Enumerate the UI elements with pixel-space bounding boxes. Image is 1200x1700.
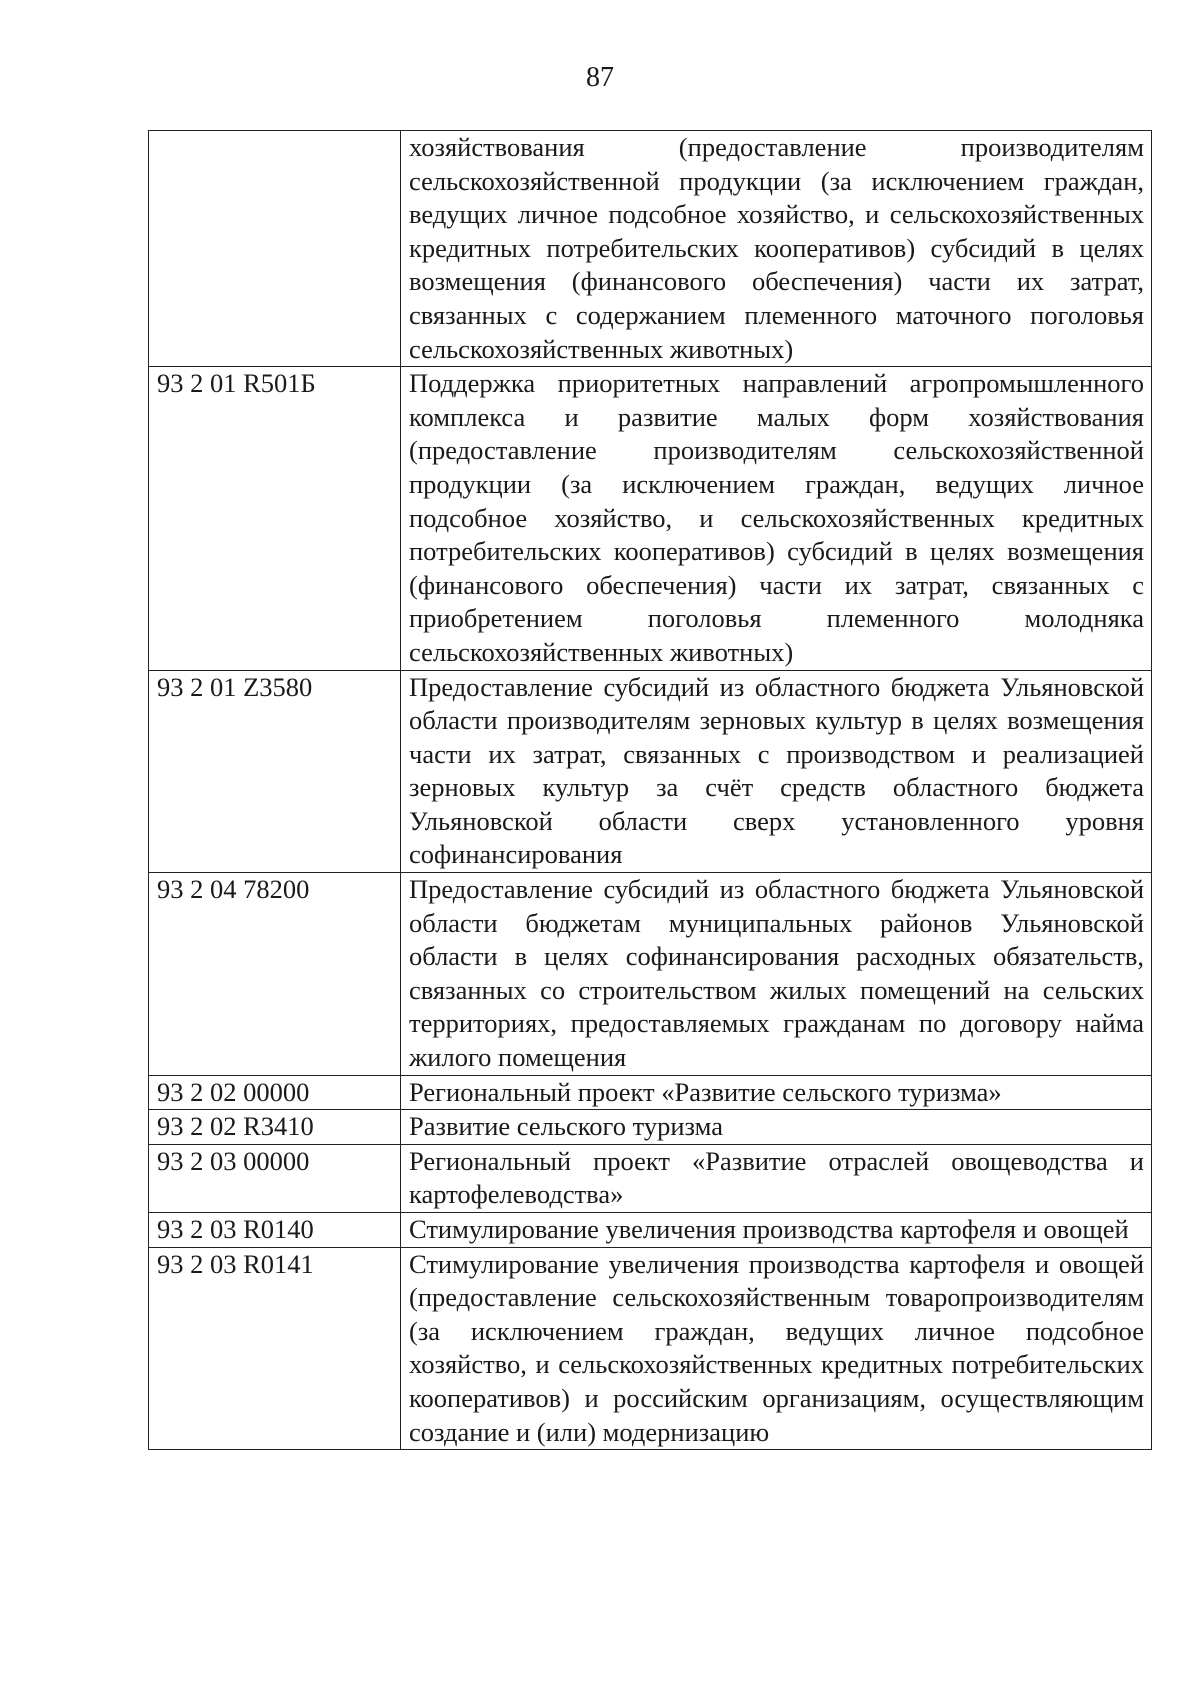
table-row <box>149 873 1152 1076</box>
row-description: Предоставление субсидий из областного бюджета Ульяновской области бюджетам муниципальных районов Ульяновской области в целях софинансирования расходных обязательств, связанных со строительством жилых помещений на сельских территориях, предоставляемых гражданам по договору найма жилого помещения <box>401 873 1152 1076</box>
page-number: 87 <box>586 62 614 93</box>
row-description: Предоставление субсидий из областного бюджета Ульяновской области производителям зерновых культур в целях возмещения части их затрат, связанных с производством и реализацией зерновых культур за счёт средств областного бюджета Ульяновской области сверх установленного уровня софинансирования <box>401 670 1152 873</box>
table-row <box>149 1110 1152 1145</box>
row-description: хозяйствования (предоставление производителям сельскохозяйственной продукции (за исключением граждан, ведущих личное подсобное хозяйство, и сельскохозяйственных кредитных потребительских кооперативов) субсидий в целях возмещения (финансового обеспечения) части их затрат, связанных с содержанием племенного маточного поголовья сельскохозяйственных животных) <box>401 131 1152 367</box>
row-description: Региональный проект «Развитие сельского туризма» <box>401 1075 1152 1110</box>
table-row <box>149 1144 1152 1212</box>
table-row <box>149 1247 1152 1450</box>
table-row <box>149 1213 1152 1248</box>
table-row <box>149 1075 1152 1110</box>
row-description: Развитие сельского туризма <box>401 1110 1152 1145</box>
row-code: 93 2 01 Z3580 <box>149 670 401 873</box>
row-code: 93 2 02 00000 <box>149 1075 401 1110</box>
table-body <box>149 131 1152 1450</box>
row-code <box>149 131 401 367</box>
row-code: 93 2 02 R3410 <box>149 1110 401 1145</box>
row-code: 93 2 03 R0140 <box>149 1213 401 1248</box>
row-code: 93 2 03 R0141 <box>149 1247 401 1450</box>
row-code: 93 2 04 78200 <box>149 873 401 1076</box>
row-code: 93 2 03 00000 <box>149 1144 401 1212</box>
row-description: Региональный проект «Развитие отраслей овощеводства и картофелеводства» <box>401 1144 1152 1212</box>
table-row <box>149 367 1152 670</box>
table-row <box>149 131 1152 367</box>
row-description: Стимулирование увеличения производства картофеля и овощей (предоставление сельскохозяйственным товаропроизводителям (за исключением граждан, ведущих личное подсобное хозяйство, и сельскохозяйственных кредитных потребительских кооперативов) и российским организациям, осуществляющим создание и (или) модернизацию <box>401 1247 1152 1450</box>
row-description: Поддержка приоритетных направлений агропромышленного комплекса и развитие малых форм хозяйствования (предоставление производителям сельскохозяйственной продукции (за исключением граждан, ведущих личное подсобное хозяйство, и сельскохозяйственных кредитных потребительских кооперативов) субсидий в целях возмещения (финансового обеспечения) части их затрат, связанных с приобретением поголовья племенного молодняка сельскохозяйственных животных) <box>401 367 1152 670</box>
table-row <box>149 670 1152 873</box>
row-description: Стимулирование увеличения производства картофеля и овощей <box>401 1213 1152 1248</box>
row-code: 93 2 01 R501Б <box>149 367 401 670</box>
budget-classification-table <box>148 130 1152 1450</box>
